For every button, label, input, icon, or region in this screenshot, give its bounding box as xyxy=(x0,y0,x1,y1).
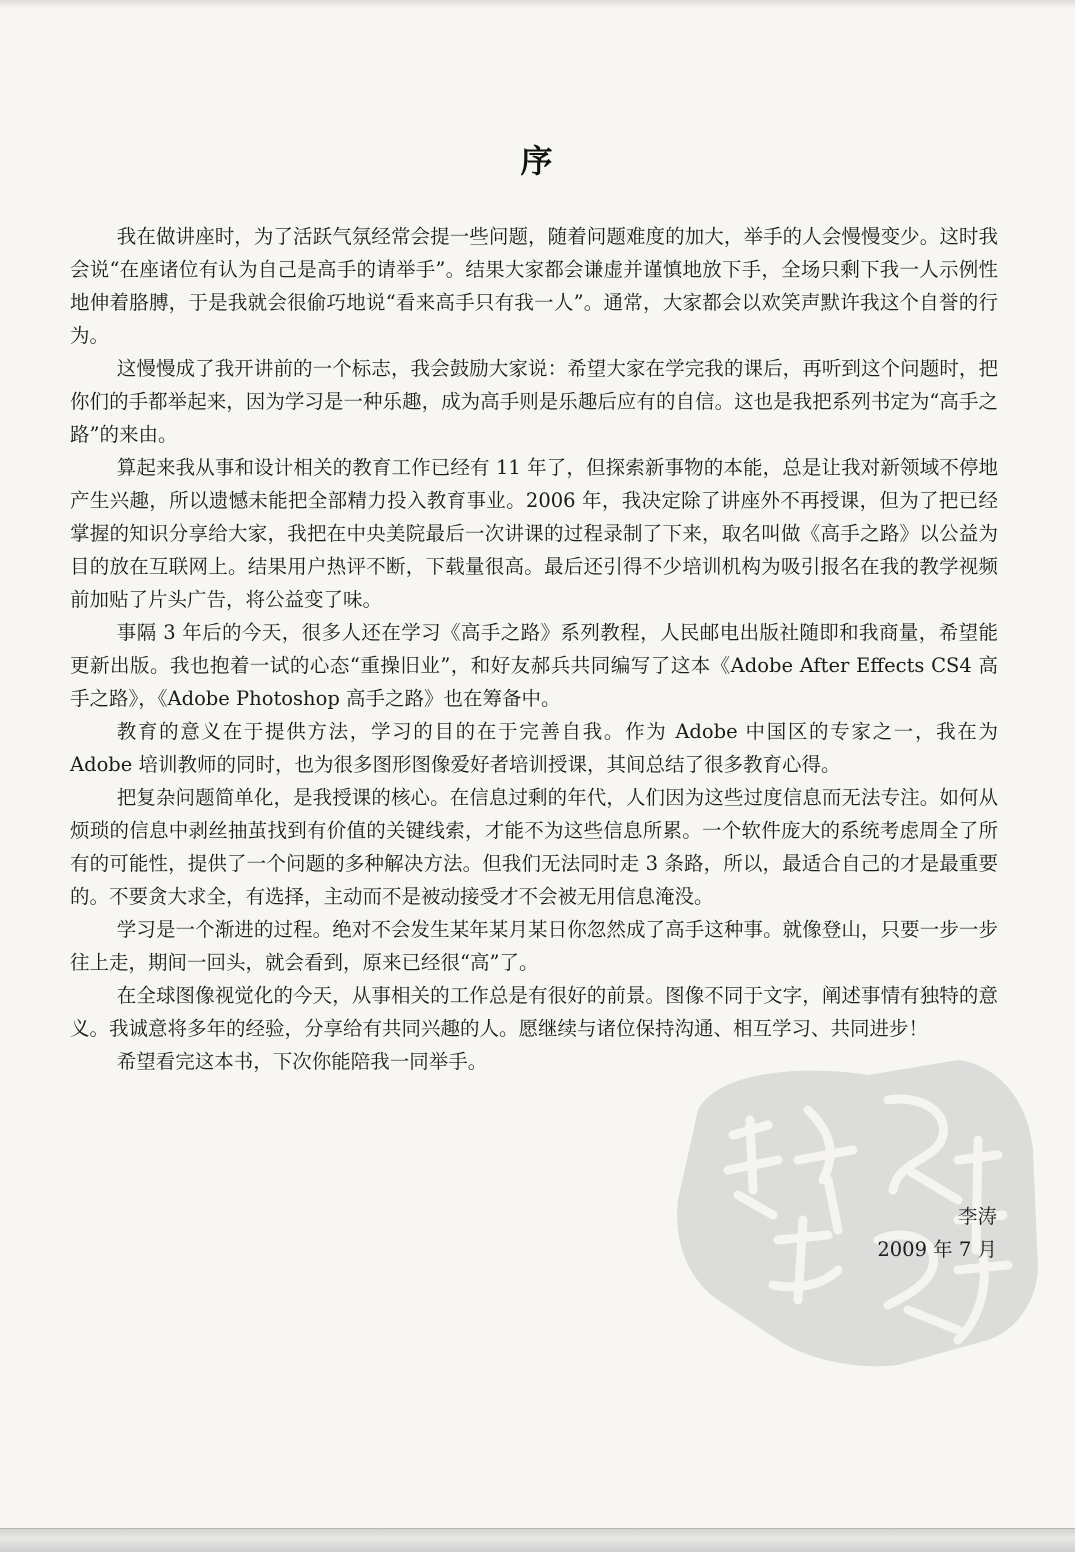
author-name: 李涛 xyxy=(957,1205,997,1228)
paragraph: 把复杂问题简单化，是我授课的核心。在信息过剩的年代，人们因为这些过度信息而无法专注。如何从烦琐的信息中剥丝抽茧找到有价值的关键线索，才能不为这些信息所累。一个软件庞大的系统考虑周全了所有的可能性，提供了一个问题的多种解决方法。但我们无法同时走 3 条路，所以，最适合自己的才是最重要的。不要贪大求全，有选择，主动而不是被动接受才不会被无用信息淹没。 xyxy=(70,786,998,908)
scan-bottom-edge xyxy=(0,1528,1075,1552)
paragraph: 我在做讲座时，为了活跃气氛经常会提一些问题，随着问题难度的加大，举手的人会慢慢变少。这时我会说“在座诸位有认为自己是高手的请举手”。结果大家都会谦虚并谨慎地放下手，全场只剩下我一人示例性地伸着胳膊，于是我就会很偷巧地说“看来高手只有我一人”。通常，大家都会以欢笑声默许我这个自誉的行为。 xyxy=(70,225,998,347)
scan-top-shadow xyxy=(0,0,1075,8)
date: 2009 年 7 月 xyxy=(877,1238,997,1261)
paragraph: 这慢慢成了我开讲前的一个标志，我会鼓励大家说：希望大家在学完我的课后，再听到这个问题时，把你们的手都举起来，因为学习是一种乐趣，成为高手则是乐趣后应有的自信。这也是我把系列书定为“高手之路”的来由。 xyxy=(70,357,998,446)
page-title: 序 xyxy=(520,142,555,180)
paragraph: 教育的意义在于提供方法，学习的目的在于完善自我。作为 Adobe 中国区的专家之一，我在为 Adobe 培训教师的同时，也为很多图形图像爱好者培训授课，其间总结了很多教育心得。 xyxy=(70,720,998,776)
preface-body xyxy=(70,220,998,1078)
paragraph: 希望看完这本书，下次你能陪我一同举手。 xyxy=(116,1050,488,1073)
paragraph: 学习是一个渐进的过程。绝对不会发生某年某月某日你忽然成了高手这种事。就像登山，只要一步一步往上走，期间一回头，就会看到，原来已经很“高”了。 xyxy=(70,918,998,974)
paragraph: 事隔 3 年后的今天，很多人还在学习《高手之路》系列教程，人民邮电出版社随即和我商量，希望能更新出版。我也抱着一试的心态“重操旧业”，和好友郝兵共同编写了这本《Adobe After Effects CS4 高手之路》，《Adobe Photoshop 高手之路》也在筹备中。 xyxy=(70,621,998,710)
signature-block xyxy=(877,1200,997,1266)
paragraph: 算起来我从事和设计相关的教育工作已经有 11 年了，但探索新事物的本能，总是让我对新领域不停地产生兴趣，所以遗憾未能把全部精力投入教育事业。2006 年，我决定除了讲座外不再授课，但为了把已经掌握的知识分享给大家，我把在中央美院最后一次讲课的过程录制了下来，取名叫做《高手之路》以公益为目的放在互联网上。结果用户热评不断，下载量很高。最后还引得不少培训机构为吸引报名在我的教学视频前加贴了片头广告，将公益变了味。 xyxy=(70,456,998,611)
paragraph: 在全球图像视觉化的今天，从事相关的工作总是有很好的前景。图像不同于文字，阐述事情有独特的意义。我诚意将多年的经验，分享给有共同兴趣的人。愿继续与诸位保持沟通、相互学习、共同进步！ xyxy=(70,984,998,1040)
